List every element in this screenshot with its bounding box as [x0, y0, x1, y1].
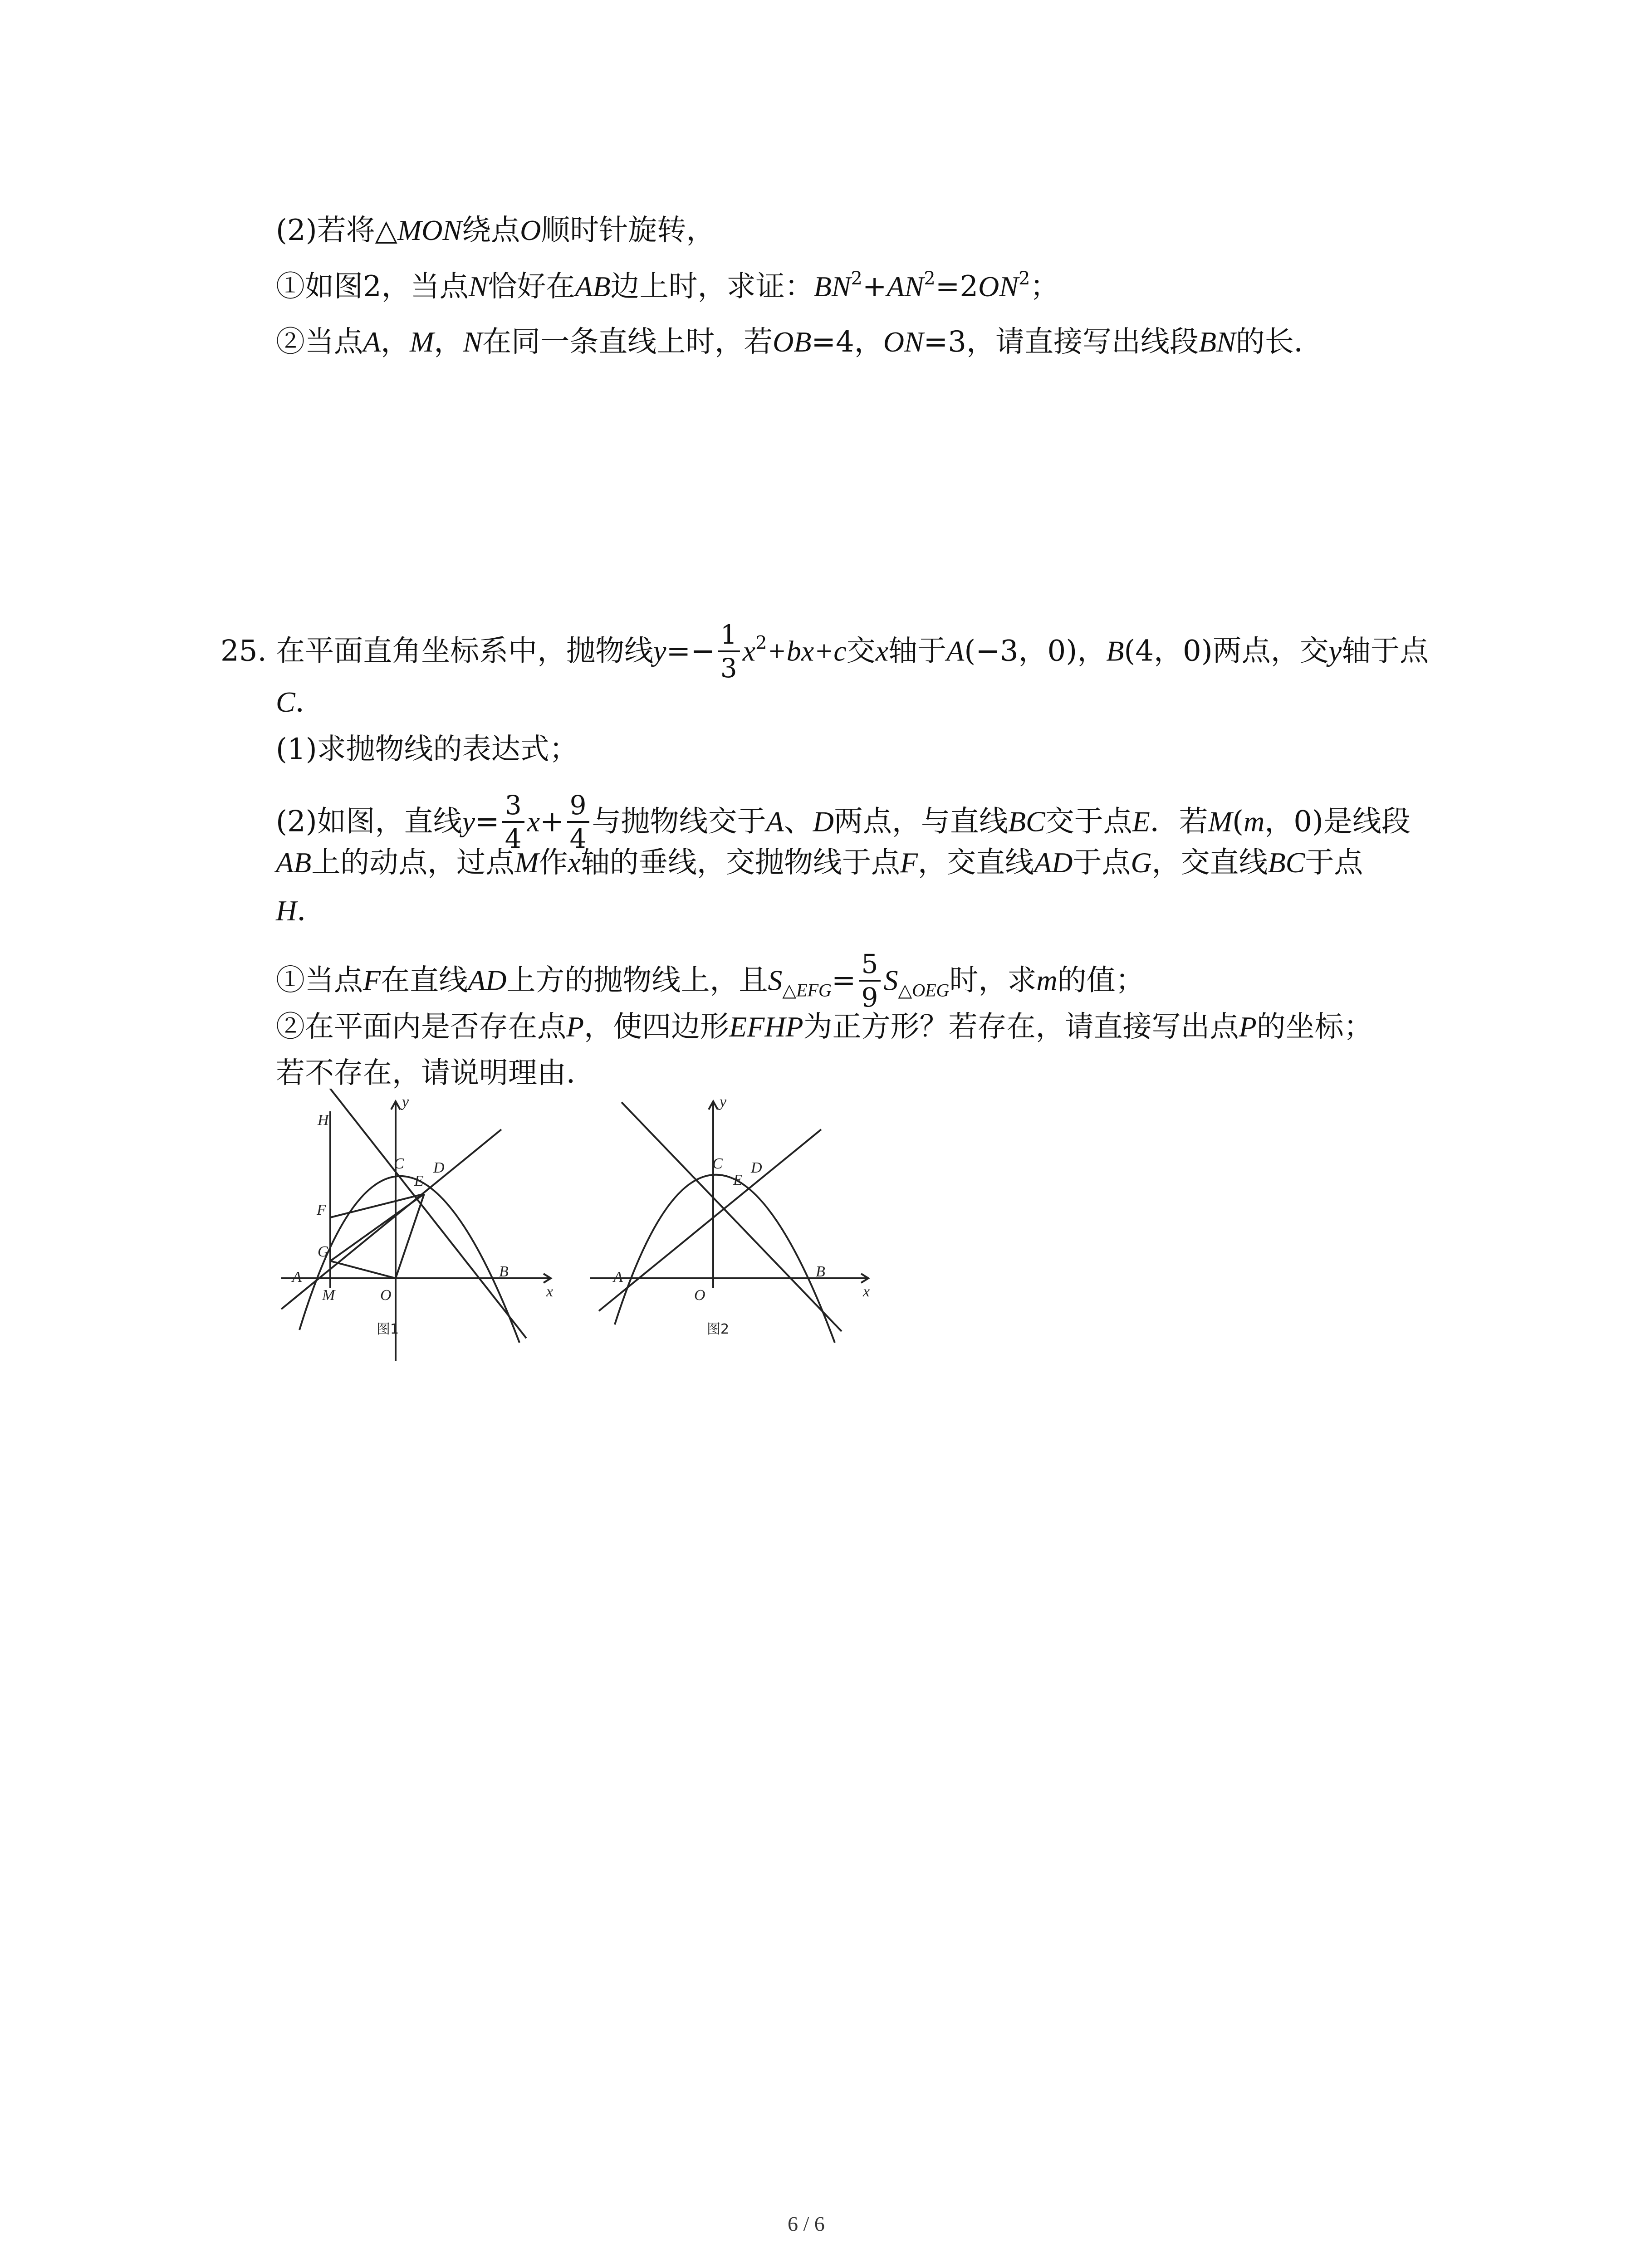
- sub-question-2: ②当点A，M，N在同一条直线上时，若OB=4，ON=3，请直接写出线段BN的长．: [276, 325, 1323, 359]
- fraction-five-ninths: $\frac{5}{9}$: [859, 948, 881, 1013]
- fig1-line-bc: [327, 1089, 526, 1338]
- sub-part-1: ①当点F在直线AD上方的抛物线上，且$S_{\triangle EFG}=$ $\frac{5}{9}$ $S_{\triangle OEG}$时，求m的值；: [276, 948, 1145, 1013]
- sub-part-2-line-1: ②在平面内是否存在点P，使四边形EFHP为正方形？若存在，请直接写出点P的坐标；: [276, 1010, 1373, 1044]
- fig1-segment-og: [330, 1261, 396, 1278]
- fig1-segment-ge: [330, 1194, 424, 1261]
- fig1-label-f: F: [317, 1202, 326, 1218]
- fig2-label-o: O: [694, 1287, 705, 1304]
- fig1-label-h: H: [318, 1112, 329, 1129]
- fig1-line-ad: [281, 1129, 501, 1309]
- sub-part-2-line-2: 若不存在，请说明理由．: [276, 1056, 595, 1090]
- fig1-label-e: E: [414, 1173, 424, 1189]
- page-number: 6 / 6: [788, 2212, 825, 2235]
- fraction-one-third: $\frac{1}{3}$: [718, 619, 740, 684]
- fraction-three-fourths: $\frac{3}{4}$: [502, 789, 524, 855]
- sub-question-1: ①如图2，当点N恰好在AB边上时，求证：$BN^2+AN^2=2ON^2$；: [276, 268, 1059, 303]
- fig2-label-x: x: [863, 1283, 870, 1300]
- fig2-line-ad: [599, 1129, 821, 1311]
- fig1-label-b: B: [499, 1263, 509, 1280]
- fig1-label-d: D: [433, 1159, 445, 1176]
- fig2-label-y: y: [720, 1094, 727, 1110]
- fig1-label-y: y: [402, 1094, 409, 1110]
- fig2-parabola: [615, 1175, 835, 1343]
- part-2-line-3: H．: [276, 894, 326, 928]
- question-25-line-1: 25. 在平面直角坐标系中，抛物线y=− $\frac{1}{3}$ $x^2+bx+c$交x轴于A(−3，0)，B(4，0)两点，交y轴于点: [220, 619, 1429, 684]
- fig1-segment-oe: [396, 1194, 424, 1278]
- fig1-caption: 图1: [377, 1321, 399, 1337]
- fig1-label-o: O: [380, 1287, 392, 1304]
- fig1-segment-fe: [330, 1194, 424, 1217]
- question-number: 25.: [220, 634, 267, 668]
- figure-2: [585, 1089, 894, 1370]
- question-25-line-2: C．: [276, 685, 324, 719]
- figure-1: [272, 1089, 581, 1370]
- part-1: (1)求抛物线的表达式；: [276, 733, 578, 766]
- fig2-label-e: E: [733, 1172, 743, 1188]
- part-2-line-1: (2)如图，直线y= $\frac{3}{4}$ x+ $\frac{9}{4}$ 与抛物线交于A、D两点，与直线BC交于点E．若M(m，0)是线段: [276, 790, 1411, 854]
- fig2-caption: 图2: [707, 1321, 730, 1337]
- fig1-label-x: x: [546, 1283, 554, 1300]
- fig2-label-a: A: [613, 1269, 623, 1286]
- fig2-label-c: C: [712, 1155, 723, 1172]
- part-2-line-2: AB上的动点，过点M作x轴的垂线，交抛物线于点F，交直线AD于点G，交直线BC于点: [276, 846, 1363, 880]
- fig2-label-b: B: [816, 1263, 825, 1280]
- fig1-label-g: G: [318, 1243, 329, 1260]
- fraction-nine-fourths: $\frac{9}{4}$: [567, 789, 589, 855]
- fig2-line-bc: [622, 1102, 842, 1331]
- fig2-label-d: D: [751, 1159, 762, 1176]
- fig1-label-c: C: [394, 1155, 404, 1172]
- fig1-label-a: A: [292, 1269, 302, 1286]
- fig1-label-m: M: [322, 1287, 335, 1304]
- rotation-statement: (2)若将△MON绕点O顺时针旋转，: [276, 214, 715, 247]
